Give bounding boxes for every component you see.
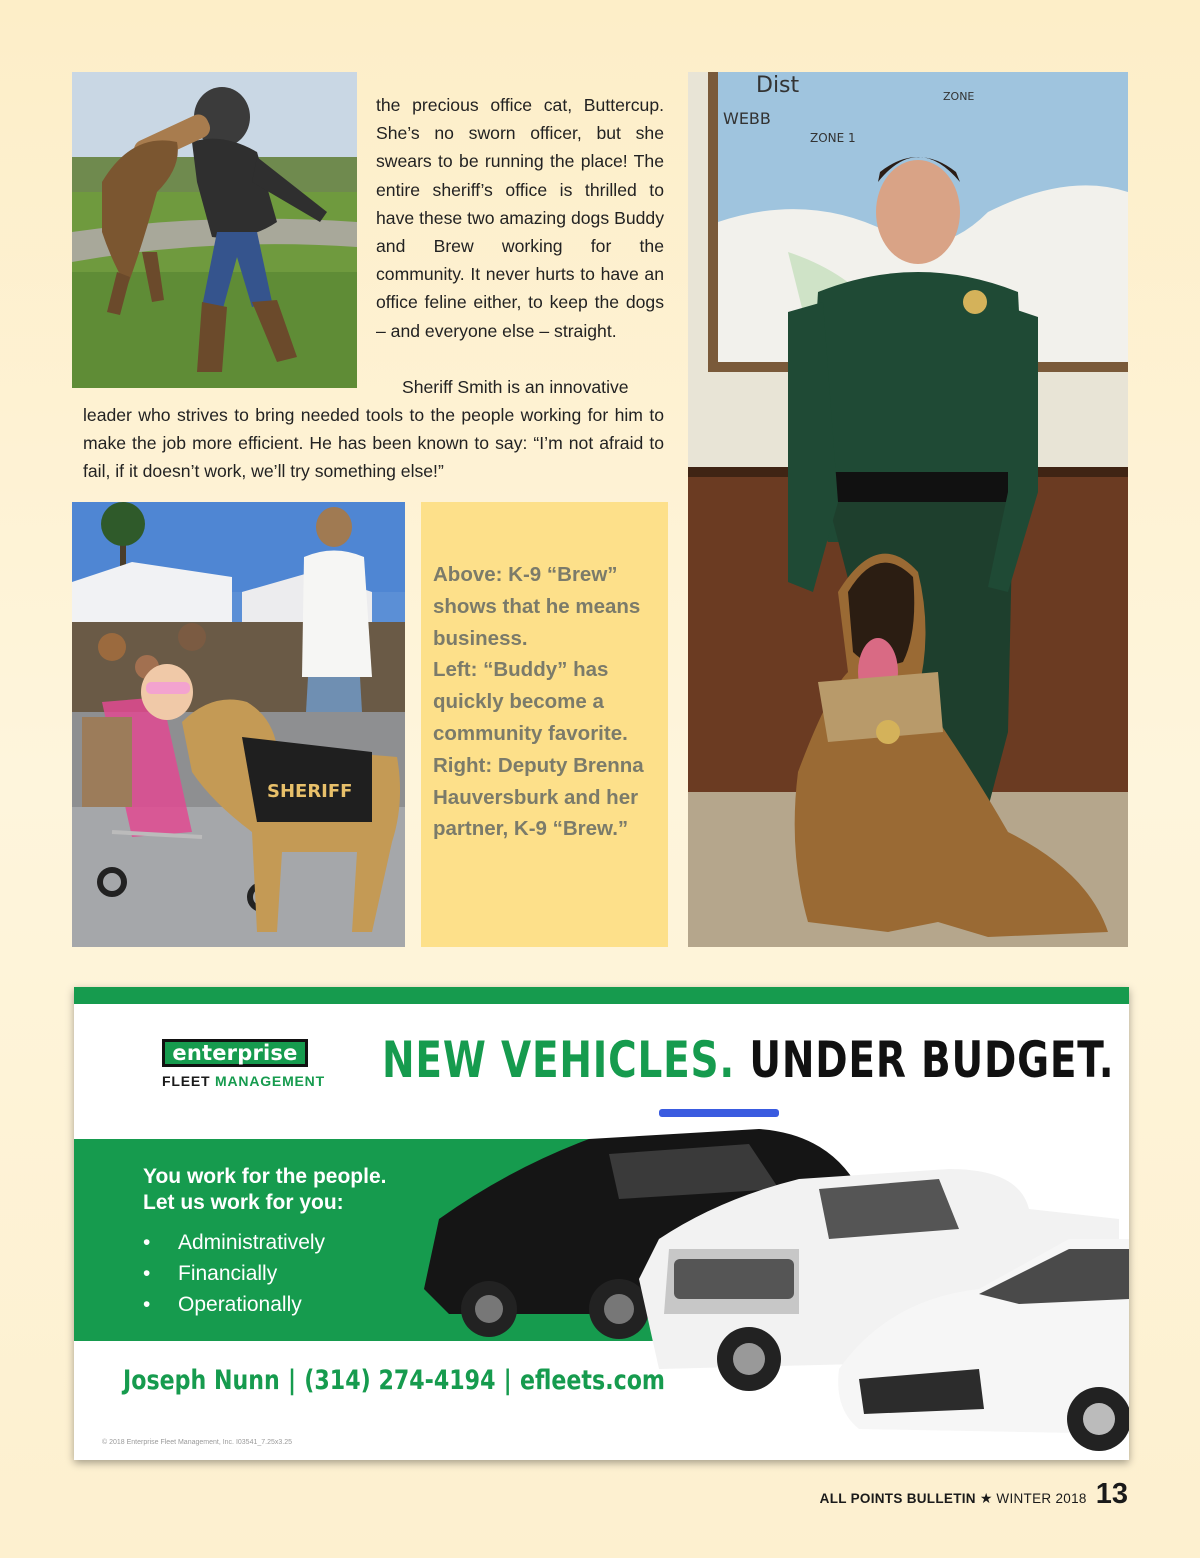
article-paragraph-2-continued: leader who strives to bring needed tools to the people working for him to make the job more efficient. He has been known to say: “I’m not afraid to fail, if it doesn’t work, we’ll try something else!”: [83, 405, 664, 482]
map-label-zone: ZONE: [943, 90, 975, 103]
contact-website: efleets.com: [519, 1365, 666, 1396]
article-paragraph-2-start: Sheriff Smith is an innovative: [402, 377, 629, 397]
caption-line-right: Right: Deputy Brenna Hauversburk and her partner, K-9 “Brew.”: [433, 753, 644, 841]
contact-phone: (314) 274-4194: [304, 1365, 496, 1396]
ad-vehicles-image: [419, 1099, 1129, 1460]
ad-headline-green: NEW VEHICLES.: [382, 1031, 736, 1089]
caption-line-left: Left: “Buddy” has quickly become a community favorite.: [433, 658, 628, 745]
footer-publication: ALL POINTS BULLETIN: [819, 1491, 976, 1506]
photo-k9-bite-training: [72, 72, 357, 388]
ad-bullet-list: [143, 1227, 325, 1320]
contact-name: Joseph Nunn: [123, 1365, 280, 1396]
photo-buddy-community-event: [72, 502, 405, 947]
enterprise-logo-subtitle: [162, 1073, 332, 1089]
ad-pitch: [143, 1164, 386, 1216]
enterprise-logo: [162, 1039, 332, 1089]
map-label-webb: WEBB: [723, 109, 771, 128]
ad-headline-black: UNDER BUDGET.: [749, 1031, 1115, 1089]
ad-fineprint: © 2018 Enterprise Fleet Management, Inc. I03541_7.25x3.25: [102, 1439, 293, 1446]
enterprise-fleet-ad: [74, 987, 1129, 1460]
enterprise-logo-word: enterprise: [172, 1041, 298, 1065]
ad-pitch-line-2: Let us work for you:: [143, 1191, 344, 1214]
vest-text: SHERIFF: [267, 781, 353, 802]
page-footer: [820, 1478, 1128, 1511]
photo-deputy-and-k9: [688, 72, 1128, 947]
ad-bullet: • Operationally: [143, 1289, 325, 1320]
ad-bullet: • Administratively: [143, 1227, 325, 1258]
photo-caption-box: [421, 502, 668, 947]
ad-pitch-line-1: You work for the people.: [143, 1165, 387, 1188]
ad-headline: [382, 1031, 1114, 1089]
contact-separator: |: [503, 1365, 512, 1396]
map-label-dist: Dist: [756, 73, 800, 98]
page-number: 13: [1095, 1478, 1128, 1510]
map-label-zone-1: ZONE 1: [810, 131, 856, 145]
footer-issue: WINTER 2018: [996, 1491, 1087, 1506]
star-icon: ★: [979, 1490, 993, 1506]
logo-sub-fleet: FLEET: [162, 1073, 211, 1089]
enterprise-logo-mark: [162, 1039, 308, 1067]
ad-bullet: • Financially: [143, 1258, 325, 1289]
logo-sub-management: MANAGEMENT: [215, 1073, 325, 1089]
contact-separator: |: [287, 1365, 297, 1396]
caption-line-above: Above: K-9 “Brew” shows that he means business.: [433, 563, 641, 650]
article-paragraph-1: the precious office cat, Buttercup. She’s no sworn officer, but she swears to be running the place! The entire sheriff’s office is thrilled to have these two amazing dogs Buddy and Brew working for the community. It never hurts to have an office feline either, to keep the dogs – and everyone else – straight.: [376, 95, 664, 341]
ad-contact-line: [123, 1365, 665, 1396]
ad-top-bar: [74, 987, 1129, 1004]
